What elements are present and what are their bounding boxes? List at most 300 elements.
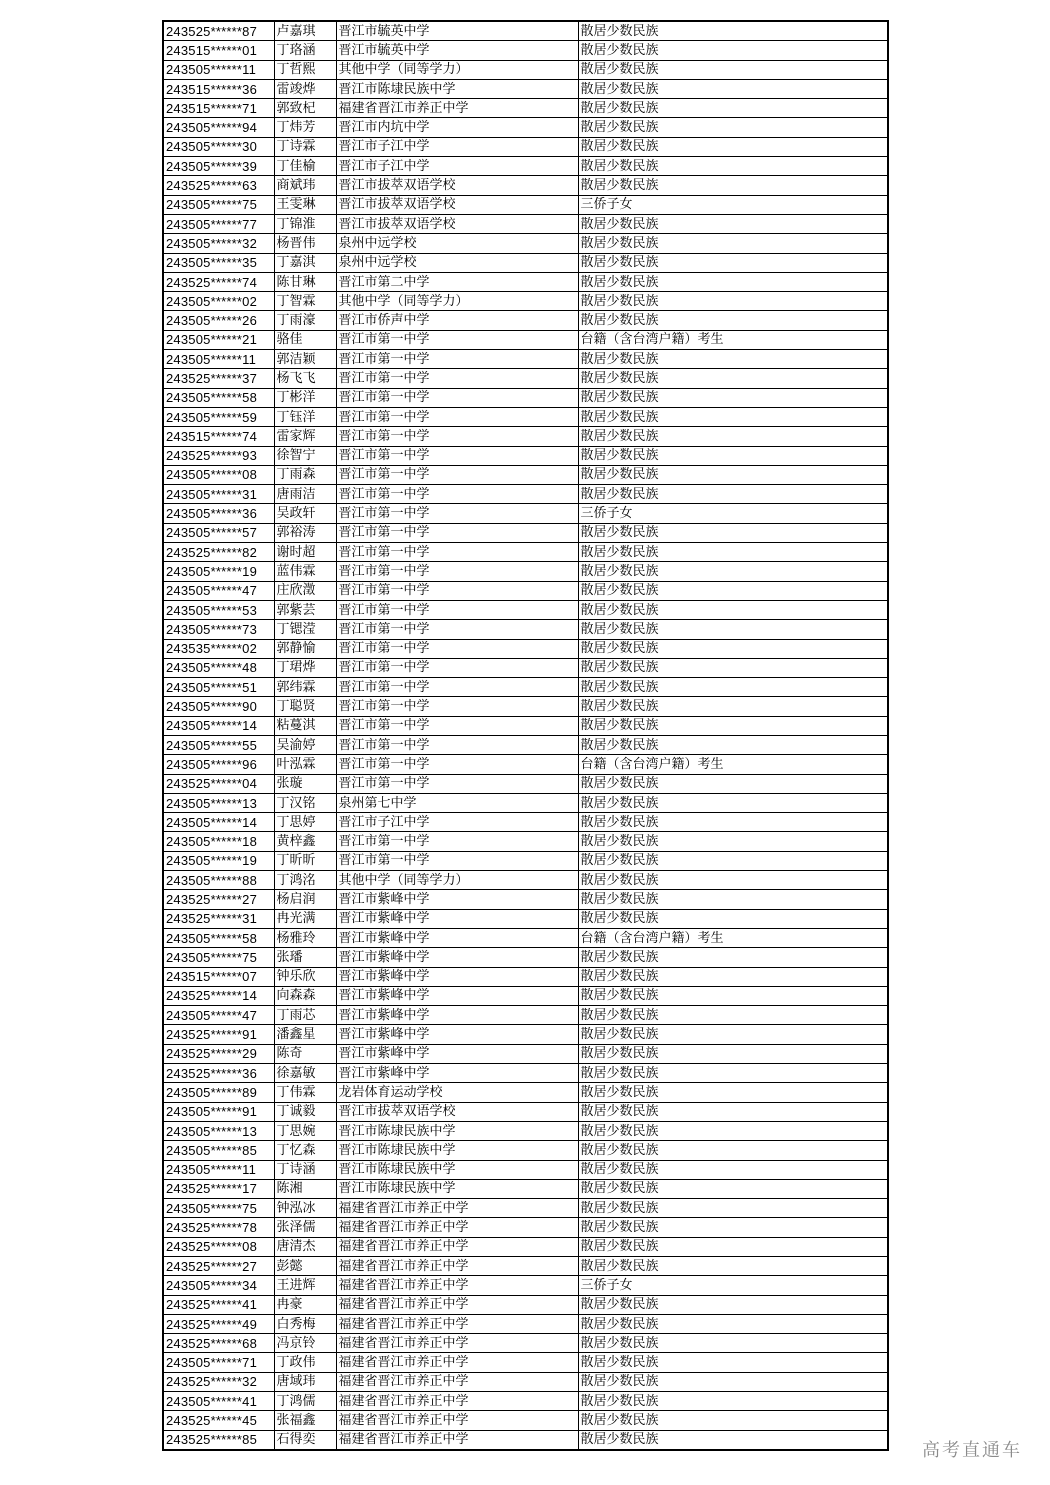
school-cell: 晋江市第一中学 bbox=[336, 581, 578, 600]
name-cell: 吴政轩 bbox=[274, 504, 336, 523]
category-cell: 三侨子女 bbox=[578, 504, 888, 523]
candidate-id-cell: 243505******19 bbox=[163, 851, 274, 870]
table-row bbox=[163, 1025, 888, 1044]
table-row bbox=[163, 1006, 888, 1025]
category-cell: 散居少数民族 bbox=[578, 292, 888, 311]
candidate-id-cell: 243515******36 bbox=[163, 79, 274, 98]
table-row bbox=[163, 620, 888, 639]
school-cell: 福建省晋江市养正中学 bbox=[336, 1411, 578, 1430]
table-row bbox=[163, 1199, 888, 1218]
school-cell: 晋江市第一中学 bbox=[336, 697, 578, 716]
category-cell: 散居少数民族 bbox=[578, 1141, 888, 1160]
table-row bbox=[163, 543, 888, 562]
school-cell: 晋江市第一中学 bbox=[336, 658, 578, 677]
candidate-id-cell: 243505******71 bbox=[163, 1353, 274, 1372]
category-cell: 散居少数民族 bbox=[578, 1237, 888, 1256]
name-cell: 骆佳 bbox=[274, 330, 336, 349]
table-row bbox=[163, 1392, 888, 1411]
candidate-id-cell: 243515******71 bbox=[163, 99, 274, 118]
candidate-id-cell: 243525******78 bbox=[163, 1218, 274, 1237]
category-cell: 散居少数民族 bbox=[578, 427, 888, 446]
category-cell: 散居少数民族 bbox=[578, 137, 888, 156]
school-cell: 晋江市子江中学 bbox=[336, 137, 578, 156]
school-cell: 晋江市陈埭民族中学 bbox=[336, 1179, 578, 1198]
candidate-id-cell: 243505******08 bbox=[163, 465, 274, 484]
category-cell: 散居少数民族 bbox=[578, 253, 888, 272]
table-row bbox=[163, 21, 888, 41]
category-cell: 散居少数民族 bbox=[578, 1160, 888, 1179]
table-row bbox=[163, 1102, 888, 1121]
school-cell: 泉州中远学校 bbox=[336, 253, 578, 272]
table-row bbox=[163, 1257, 888, 1276]
school-cell: 晋江市第二中学 bbox=[336, 272, 578, 291]
category-cell: 散居少数民族 bbox=[578, 909, 888, 928]
name-cell: 陈甘琳 bbox=[274, 272, 336, 291]
name-cell: 丁诗霖 bbox=[274, 137, 336, 156]
category-cell: 散居少数民族 bbox=[578, 581, 888, 600]
school-cell: 晋江市第一中学 bbox=[336, 620, 578, 639]
category-cell: 散居少数民族 bbox=[578, 1083, 888, 1102]
table-row bbox=[163, 195, 888, 214]
candidate-id-cell: 243505******36 bbox=[163, 504, 274, 523]
school-cell: 晋江市拔萃双语学校 bbox=[336, 214, 578, 233]
category-cell: 散居少数民族 bbox=[578, 1295, 888, 1314]
school-cell: 福建省晋江市养正中学 bbox=[336, 1295, 578, 1314]
name-cell: 丁钰洋 bbox=[274, 407, 336, 426]
name-cell: 王雯琳 bbox=[274, 195, 336, 214]
candidate-id-cell: 243525******63 bbox=[163, 176, 274, 195]
school-cell: 晋江市第一中学 bbox=[336, 465, 578, 484]
category-cell: 散居少数民族 bbox=[578, 465, 888, 484]
name-cell: 黄梓鑫 bbox=[274, 832, 336, 851]
name-cell: 潘鑫星 bbox=[274, 1025, 336, 1044]
category-cell: 散居少数民族 bbox=[578, 1121, 888, 1140]
category-cell: 散居少数民族 bbox=[578, 562, 888, 581]
name-cell: 丁雨芯 bbox=[274, 1006, 336, 1025]
category-cell: 台籍（含台湾户籍）考生 bbox=[578, 330, 888, 349]
candidate-id-cell: 243505******21 bbox=[163, 330, 274, 349]
category-cell: 散居少数民族 bbox=[578, 388, 888, 407]
category-cell: 散居少数民族 bbox=[578, 234, 888, 253]
name-cell: 徐嘉敏 bbox=[274, 1064, 336, 1083]
table-row bbox=[163, 1218, 888, 1237]
name-cell: 雷家辉 bbox=[274, 427, 336, 446]
table-row bbox=[163, 214, 888, 233]
category-cell: 散居少数民族 bbox=[578, 523, 888, 542]
name-cell: 张福鑫 bbox=[274, 1411, 336, 1430]
name-cell: 陈奇 bbox=[274, 1044, 336, 1063]
candidate-id-cell: 243505******48 bbox=[163, 658, 274, 677]
school-cell: 晋江市拔萃双语学校 bbox=[336, 195, 578, 214]
candidate-id-cell: 243505******58 bbox=[163, 928, 274, 947]
school-cell: 晋江市内坑中学 bbox=[336, 118, 578, 137]
school-cell: 福建省晋江市养正中学 bbox=[336, 99, 578, 118]
candidate-id-cell: 243505******77 bbox=[163, 214, 274, 233]
category-cell: 散居少数民族 bbox=[578, 99, 888, 118]
category-cell: 散居少数民族 bbox=[578, 407, 888, 426]
name-cell: 彭懿 bbox=[274, 1257, 336, 1276]
school-cell: 福建省晋江市养正中学 bbox=[336, 1430, 578, 1450]
category-cell: 散居少数民族 bbox=[578, 1430, 888, 1450]
candidate-id-cell: 243525******32 bbox=[163, 1372, 274, 1391]
candidate-id-cell: 243525******27 bbox=[163, 890, 274, 909]
name-cell: 丁诗涵 bbox=[274, 1160, 336, 1179]
candidate-id-cell: 243505******53 bbox=[163, 600, 274, 619]
name-cell: 丁炜芳 bbox=[274, 118, 336, 137]
school-cell: 晋江市紫峰中学 bbox=[336, 1006, 578, 1025]
candidate-id-cell: 243505******39 bbox=[163, 157, 274, 176]
name-cell: 丁哲熙 bbox=[274, 60, 336, 79]
name-cell: 丁思婷 bbox=[274, 813, 336, 832]
school-cell: 福建省晋江市养正中学 bbox=[336, 1199, 578, 1218]
candidate-id-cell: 243505******14 bbox=[163, 716, 274, 735]
candidate-id-cell: 243505******32 bbox=[163, 234, 274, 253]
table-row bbox=[163, 388, 888, 407]
table-row bbox=[163, 735, 888, 754]
roster-body bbox=[163, 21, 888, 1450]
candidate-id-cell: 243525******87 bbox=[163, 21, 274, 41]
table-row bbox=[163, 639, 888, 658]
name-cell: 丁政伟 bbox=[274, 1353, 336, 1372]
candidate-id-cell: 243505******73 bbox=[163, 620, 274, 639]
school-cell: 晋江市紫峰中学 bbox=[336, 1044, 578, 1063]
table-row bbox=[163, 176, 888, 195]
school-cell: 晋江市第一中学 bbox=[336, 504, 578, 523]
candidate-id-cell: 243535******02 bbox=[163, 639, 274, 658]
candidate-id-cell: 243505******41 bbox=[163, 1392, 274, 1411]
school-cell: 龙岩体育运动学校 bbox=[336, 1083, 578, 1102]
name-cell: 石得奕 bbox=[274, 1430, 336, 1450]
table-row bbox=[163, 986, 888, 1005]
category-cell: 散居少数民族 bbox=[578, 1044, 888, 1063]
table-row bbox=[163, 755, 888, 774]
category-cell: 散居少数民族 bbox=[578, 118, 888, 137]
name-cell: 丁珺烨 bbox=[274, 658, 336, 677]
table-row bbox=[163, 118, 888, 137]
school-cell: 晋江市毓英中学 bbox=[336, 21, 578, 41]
table-row bbox=[163, 369, 888, 388]
school-cell: 晋江市紫峰中学 bbox=[336, 967, 578, 986]
candidate-id-cell: 243505******30 bbox=[163, 137, 274, 156]
candidate-id-cell: 243525******31 bbox=[163, 909, 274, 928]
table-row bbox=[163, 253, 888, 272]
school-cell: 晋江市第一中学 bbox=[336, 369, 578, 388]
candidate-id-cell: 243525******41 bbox=[163, 1295, 274, 1314]
school-cell: 晋江市紫峰中学 bbox=[336, 890, 578, 909]
table-row bbox=[163, 1083, 888, 1102]
table-row bbox=[163, 716, 888, 735]
school-cell: 晋江市第一中学 bbox=[336, 639, 578, 658]
school-cell: 福建省晋江市养正中学 bbox=[336, 1314, 578, 1333]
school-cell: 晋江市第一中学 bbox=[336, 543, 578, 562]
name-cell: 丁聪贤 bbox=[274, 697, 336, 716]
school-cell: 晋江市第一中学 bbox=[336, 600, 578, 619]
school-cell: 福建省晋江市养正中学 bbox=[336, 1353, 578, 1372]
school-cell: 其他中学（同等学力） bbox=[336, 292, 578, 311]
category-cell: 散居少数民族 bbox=[578, 620, 888, 639]
table-row bbox=[163, 504, 888, 523]
school-cell: 晋江市侨声中学 bbox=[336, 311, 578, 330]
candidate-id-cell: 243505******35 bbox=[163, 253, 274, 272]
name-cell: 丁佳榆 bbox=[274, 157, 336, 176]
candidate-id-cell: 243505******57 bbox=[163, 523, 274, 542]
school-cell: 晋江市第一中学 bbox=[336, 388, 578, 407]
category-cell: 散居少数民族 bbox=[578, 311, 888, 330]
table-row bbox=[163, 1295, 888, 1314]
category-cell: 散居少数民族 bbox=[578, 1218, 888, 1237]
school-cell: 晋江市第一中学 bbox=[336, 562, 578, 581]
school-cell: 晋江市紫峰中学 bbox=[336, 1064, 578, 1083]
name-cell: 吴渝婷 bbox=[274, 735, 336, 754]
school-cell: 晋江市第一中学 bbox=[336, 407, 578, 426]
table-row bbox=[163, 41, 888, 60]
category-cell: 散居少数民族 bbox=[578, 1314, 888, 1333]
school-cell: 其他中学（同等学力） bbox=[336, 60, 578, 79]
candidate-id-cell: 243505******94 bbox=[163, 118, 274, 137]
table-row bbox=[163, 871, 888, 890]
candidate-id-cell: 243505******75 bbox=[163, 948, 274, 967]
table-row bbox=[163, 446, 888, 465]
school-cell: 晋江市陈埭民族中学 bbox=[336, 1160, 578, 1179]
category-cell: 散居少数民族 bbox=[578, 1179, 888, 1198]
candidate-id-cell: 243525******17 bbox=[163, 1179, 274, 1198]
category-cell: 散居少数民族 bbox=[578, 543, 888, 562]
category-cell: 三侨子女 bbox=[578, 195, 888, 214]
candidate-id-cell: 243505******51 bbox=[163, 678, 274, 697]
name-cell: 丁伟霖 bbox=[274, 1083, 336, 1102]
category-cell: 散居少数民族 bbox=[578, 832, 888, 851]
school-cell: 福建省晋江市养正中学 bbox=[336, 1257, 578, 1276]
name-cell: 丁鸿洺 bbox=[274, 871, 336, 890]
candidate-id-cell: 243505******91 bbox=[163, 1102, 274, 1121]
candidate-id-cell: 243505******13 bbox=[163, 793, 274, 812]
candidate-id-cell: 243505******34 bbox=[163, 1276, 274, 1295]
category-cell: 散居少数民族 bbox=[578, 1102, 888, 1121]
name-cell: 杨晋伟 bbox=[274, 234, 336, 253]
candidate-id-cell: 243515******07 bbox=[163, 967, 274, 986]
table-row bbox=[163, 1179, 888, 1198]
table-row bbox=[163, 851, 888, 870]
table-row bbox=[163, 600, 888, 619]
table-row bbox=[163, 350, 888, 369]
table-row bbox=[163, 967, 888, 986]
table-row bbox=[163, 292, 888, 311]
school-cell: 晋江市第一中学 bbox=[336, 678, 578, 697]
school-cell: 晋江市紫峰中学 bbox=[336, 986, 578, 1005]
school-cell: 晋江市紫峰中学 bbox=[336, 1025, 578, 1044]
candidate-id-cell: 243525******85 bbox=[163, 1430, 274, 1450]
candidate-id-cell: 243505******90 bbox=[163, 697, 274, 716]
candidate-id-cell: 243505******47 bbox=[163, 581, 274, 600]
roster-table bbox=[162, 20, 889, 1451]
school-cell: 晋江市紫峰中学 bbox=[336, 948, 578, 967]
school-cell: 晋江市子江中学 bbox=[336, 813, 578, 832]
name-cell: 谢时超 bbox=[274, 543, 336, 562]
table-row bbox=[163, 523, 888, 542]
name-cell: 丁忆森 bbox=[274, 1141, 336, 1160]
school-cell: 福建省晋江市养正中学 bbox=[336, 1237, 578, 1256]
name-cell: 张泽儒 bbox=[274, 1218, 336, 1237]
table-row bbox=[163, 813, 888, 832]
school-cell: 其他中学（同等学力） bbox=[336, 871, 578, 890]
category-cell: 散居少数民族 bbox=[578, 1257, 888, 1276]
school-cell: 晋江市第一中学 bbox=[336, 330, 578, 349]
school-cell: 晋江市第一中学 bbox=[336, 716, 578, 735]
category-cell: 散居少数民族 bbox=[578, 272, 888, 291]
category-cell: 散居少数民族 bbox=[578, 716, 888, 735]
table-row bbox=[163, 1121, 888, 1140]
table-row bbox=[163, 137, 888, 156]
candidate-id-cell: 243525******45 bbox=[163, 1411, 274, 1430]
category-cell: 散居少数民族 bbox=[578, 446, 888, 465]
school-cell: 福建省晋江市养正中学 bbox=[336, 1334, 578, 1353]
category-cell: 散居少数民族 bbox=[578, 485, 888, 504]
name-cell: 郭紫芸 bbox=[274, 600, 336, 619]
candidate-id-cell: 243525******36 bbox=[163, 1064, 274, 1083]
category-cell: 散居少数民族 bbox=[578, 79, 888, 98]
category-cell: 散居少数民族 bbox=[578, 890, 888, 909]
category-cell: 散居少数民族 bbox=[578, 735, 888, 754]
category-cell: 散居少数民族 bbox=[578, 639, 888, 658]
candidate-id-cell: 243505******13 bbox=[163, 1121, 274, 1140]
candidate-id-cell: 243505******11 bbox=[163, 350, 274, 369]
category-cell: 散居少数民族 bbox=[578, 948, 888, 967]
category-cell: 散居少数民族 bbox=[578, 41, 888, 60]
candidate-id-cell: 243505******75 bbox=[163, 195, 274, 214]
table-row bbox=[163, 832, 888, 851]
candidate-id-cell: 243525******74 bbox=[163, 272, 274, 291]
table-row bbox=[163, 697, 888, 716]
category-cell: 散居少数民族 bbox=[578, 1064, 888, 1083]
category-cell: 散居少数民族 bbox=[578, 600, 888, 619]
table-row bbox=[163, 562, 888, 581]
school-cell: 晋江市第一中学 bbox=[336, 832, 578, 851]
name-cell: 白秀梅 bbox=[274, 1314, 336, 1333]
table-row bbox=[163, 1237, 888, 1256]
name-cell: 丁思婉 bbox=[274, 1121, 336, 1140]
table-row bbox=[163, 928, 888, 947]
name-cell: 冉光满 bbox=[274, 909, 336, 928]
table-row bbox=[163, 1334, 888, 1353]
name-cell: 向森森 bbox=[274, 986, 336, 1005]
name-cell: 蓝伟霖 bbox=[274, 562, 336, 581]
table-row bbox=[163, 1044, 888, 1063]
school-cell: 福建省晋江市养正中学 bbox=[336, 1372, 578, 1391]
candidate-id-cell: 243505******18 bbox=[163, 832, 274, 851]
candidate-id-cell: 243525******91 bbox=[163, 1025, 274, 1044]
table-row bbox=[163, 1430, 888, 1450]
category-cell: 散居少数民族 bbox=[578, 678, 888, 697]
school-cell: 晋江市第一中学 bbox=[336, 427, 578, 446]
table-row bbox=[163, 581, 888, 600]
candidate-id-cell: 243525******49 bbox=[163, 1314, 274, 1333]
category-cell: 三侨子女 bbox=[578, 1276, 888, 1295]
school-cell: 晋江市陈埭民族中学 bbox=[336, 1121, 578, 1140]
candidate-id-cell: 243525******29 bbox=[163, 1044, 274, 1063]
table-row bbox=[163, 272, 888, 291]
school-cell: 福建省晋江市养正中学 bbox=[336, 1276, 578, 1295]
name-cell: 丁雨濠 bbox=[274, 311, 336, 330]
school-cell: 晋江市第一中学 bbox=[336, 755, 578, 774]
name-cell: 丁诚毅 bbox=[274, 1102, 336, 1121]
name-cell: 郭静愉 bbox=[274, 639, 336, 658]
table-row bbox=[163, 1314, 888, 1333]
school-cell: 晋江市第一中学 bbox=[336, 485, 578, 504]
table-row bbox=[163, 485, 888, 504]
name-cell: 钟乐欣 bbox=[274, 967, 336, 986]
school-cell: 晋江市拔萃双语学校 bbox=[336, 1102, 578, 1121]
category-cell: 散居少数民族 bbox=[578, 60, 888, 79]
name-cell: 冉豪 bbox=[274, 1295, 336, 1314]
name-cell: 杨雅玲 bbox=[274, 928, 336, 947]
candidate-id-cell: 243505******58 bbox=[163, 388, 274, 407]
table-row bbox=[163, 234, 888, 253]
table-row bbox=[163, 99, 888, 118]
name-cell: 郭纬霖 bbox=[274, 678, 336, 697]
name-cell: 王进辉 bbox=[274, 1276, 336, 1295]
school-cell: 福建省晋江市养正中学 bbox=[336, 1392, 578, 1411]
candidate-id-cell: 243525******82 bbox=[163, 543, 274, 562]
candidate-id-cell: 243525******68 bbox=[163, 1334, 274, 1353]
school-cell: 晋江市拔萃双语学校 bbox=[336, 176, 578, 195]
table-row bbox=[163, 1064, 888, 1083]
table-row bbox=[163, 465, 888, 484]
name-cell: 郭致杞 bbox=[274, 99, 336, 118]
name-cell: 唐域玮 bbox=[274, 1372, 336, 1391]
school-cell: 泉州中远学校 bbox=[336, 234, 578, 253]
name-cell: 丁珞涵 bbox=[274, 41, 336, 60]
category-cell: 散居少数民族 bbox=[578, 774, 888, 793]
candidate-id-cell: 243525******08 bbox=[163, 1237, 274, 1256]
table-row bbox=[163, 1372, 888, 1391]
category-cell: 散居少数民族 bbox=[578, 157, 888, 176]
category-cell: 散居少数民族 bbox=[578, 986, 888, 1005]
name-cell: 丁嘉淇 bbox=[274, 253, 336, 272]
category-cell: 散居少数民族 bbox=[578, 658, 888, 677]
candidate-id-cell: 243505******85 bbox=[163, 1141, 274, 1160]
table-row bbox=[163, 1141, 888, 1160]
table-row bbox=[163, 1353, 888, 1372]
name-cell: 丁昕昕 bbox=[274, 851, 336, 870]
name-cell: 丁彬洋 bbox=[274, 388, 336, 407]
name-cell: 冯京铃 bbox=[274, 1334, 336, 1353]
candidate-id-cell: 243505******59 bbox=[163, 407, 274, 426]
school-cell: 晋江市第一中学 bbox=[336, 350, 578, 369]
category-cell: 散居少数民族 bbox=[578, 1025, 888, 1044]
candidate-id-cell: 243525******04 bbox=[163, 774, 274, 793]
school-cell: 晋江市第一中学 bbox=[336, 446, 578, 465]
school-cell: 晋江市第一中学 bbox=[336, 735, 578, 754]
category-cell: 散居少数民族 bbox=[578, 967, 888, 986]
candidate-id-cell: 243505******88 bbox=[163, 871, 274, 890]
candidate-id-cell: 243505******11 bbox=[163, 60, 274, 79]
table-row bbox=[163, 427, 888, 446]
table-row bbox=[163, 909, 888, 928]
name-cell: 粘蔓淇 bbox=[274, 716, 336, 735]
name-cell: 唐雨洁 bbox=[274, 485, 336, 504]
category-cell: 散居少数民族 bbox=[578, 793, 888, 812]
name-cell: 雷竣烨 bbox=[274, 79, 336, 98]
table-row bbox=[163, 793, 888, 812]
category-cell: 散居少数民族 bbox=[578, 1411, 888, 1430]
category-cell: 散居少数民族 bbox=[578, 1372, 888, 1391]
name-cell: 丁锶滢 bbox=[274, 620, 336, 639]
table-row bbox=[163, 60, 888, 79]
table-row bbox=[163, 157, 888, 176]
name-cell: 丁鸿儒 bbox=[274, 1392, 336, 1411]
table-row bbox=[163, 658, 888, 677]
category-cell: 散居少数民族 bbox=[578, 369, 888, 388]
